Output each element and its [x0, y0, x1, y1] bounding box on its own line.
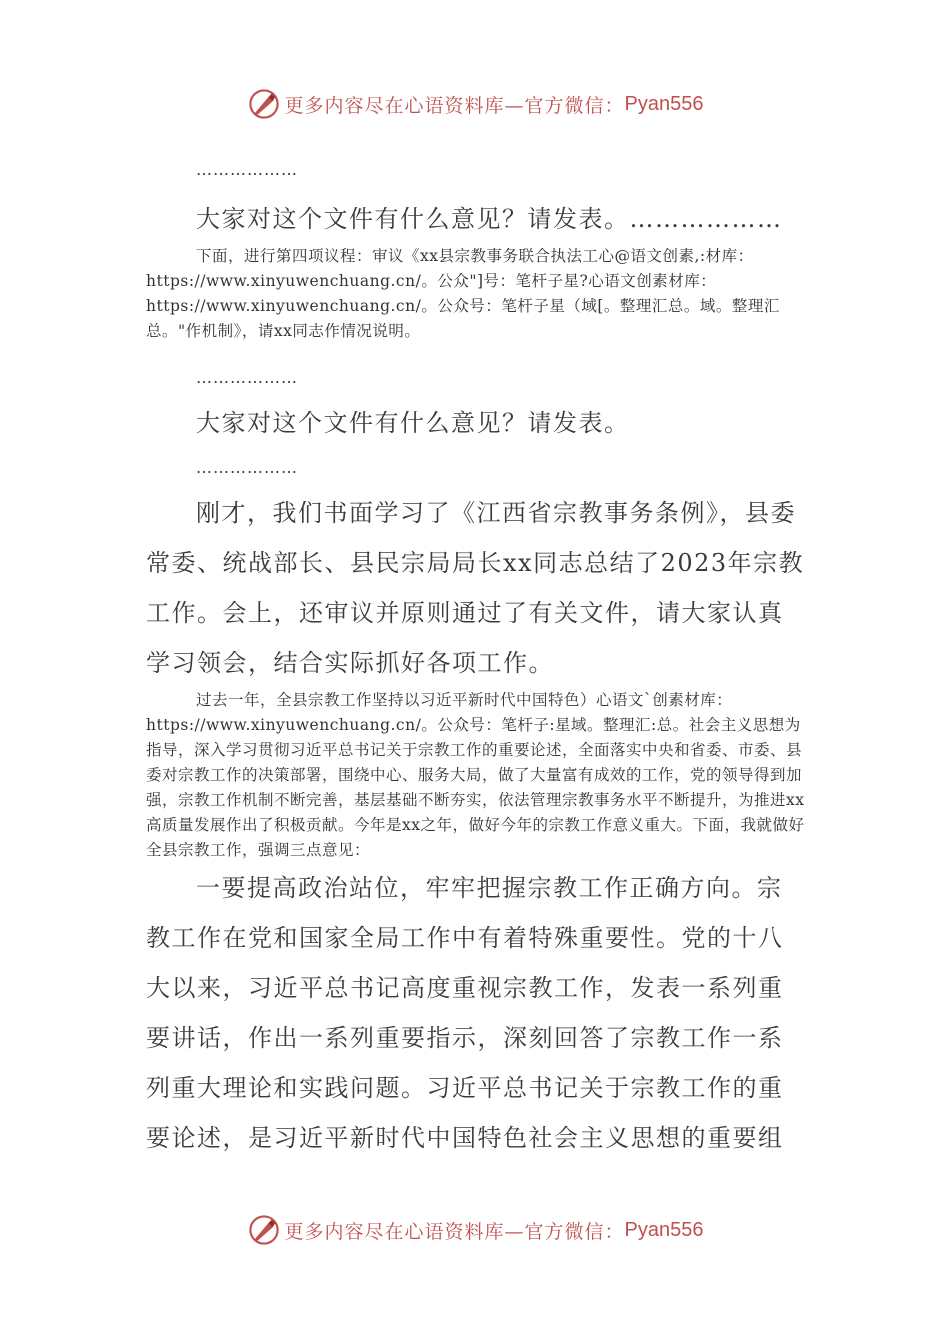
- paragraph-agenda-item-four: 下面，进行第四项议程：审议《xx县宗教事务联合执法工心@语文创素,:材库：https://www.xinyuwenchuang.cn/。公众"]号：笔杆子星?心语文创素材库：https://www.xinyuwenchuang.cn/。公众号：笔杆子星（域[。整理汇总。域。整理汇总。"作机制》，请xx同志作情况说明。: [146, 247, 780, 340]
- banner-text: 更多内容尽在心语资料库—官方微信：: [284, 94, 625, 117]
- footer-banner: [0, 1208, 950, 1252]
- paragraph-point-one: 一要提高政治站位，牢牢把握宗教工作正确方向。宗教工作在党和国家全局工作中有着特殊重要性。党的十八大以来，习近平总书记高度重视宗教工作，发表一系列重要讲话，作出一系列重要指示，深刻回答了宗教工作一系列重大理论和实践问题。习近平总书记关于宗教工作的重要论述，是习近平新时代中国特色社会主义思想的重要组: [146, 874, 784, 1152]
- ellipsis-line: ………………: [196, 160, 298, 179]
- paragraph-ask-opinion-1: 大家对这个文件有什么意见？请发表。………………: [196, 205, 783, 233]
- ellipsis-line: ………………: [196, 458, 298, 477]
- banner-handle: Pyan556: [624, 1218, 704, 1241]
- banner-text: 更多内容尽在心语资料库—官方微信：: [284, 1220, 625, 1243]
- paragraph-ask-opinion-2: 大家对这个文件有什么意见？请发表。: [196, 409, 630, 437]
- document-body: [146, 150, 806, 1163]
- pen-nib-logo-icon: [247, 87, 281, 121]
- paragraph-summary: 刚才，我们书面学习了《江西省宗教事务条例》，县委常委、统战部长、县民宗局局长xx同志总结了2023年宗教工作。会上，还审议并原则通过了有关文件，请大家认真学习领会，结合实际抓好各项工作。: [146, 499, 805, 677]
- banner-handle: Pyan556: [624, 92, 704, 115]
- header-banner: [0, 82, 950, 126]
- paragraph-past-year: 过去一年，全县宗教工作坚持以习近平新时代中国特色）心语文`创素材库：https://www.xinyuwenchuang.cn/。公众号：笔杆子:星域。整理汇:总。社会主义思想为指导，深入学习贯彻习近平总书记关于宗教工作的重要论述，全面落实中央和省委、市委、县委对宗教工作的决策部署，围绕中心、服务大局，做了大量富有成效的工作，党的领导得到加强，宗教工作机制不断完善，基层基础不断夯实，依法管理宗教事务水平不断提升，为推进xx高质量发展作出了积极贡献。今年是xx之年，做好今年的宗教工作意义重大。下面，我就做好全县宗教工作，强调三点意见：: [146, 691, 805, 859]
- ellipsis-line: ………………: [196, 368, 298, 387]
- pen-nib-logo-icon: [247, 1213, 281, 1247]
